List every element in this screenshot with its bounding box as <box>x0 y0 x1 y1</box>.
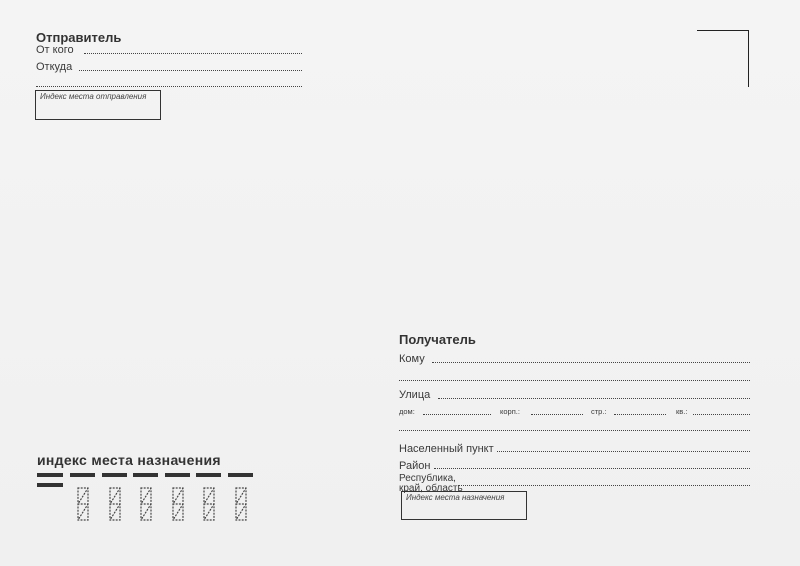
sender-from-line[interactable] <box>84 53 302 54</box>
recipient-region-line[interactable] <box>458 485 750 486</box>
sender-where-label: Откуда <box>36 61 73 73</box>
recipient-region-label-line2: край, область <box>399 483 463 494</box>
sender-index-box[interactable] <box>35 90 161 120</box>
sender-from-label: От кого <box>36 44 74 56</box>
recipient-apartment-label: кв.: <box>676 407 688 416</box>
recipient-building-line[interactable] <box>531 414 583 415</box>
index-digit-bar <box>102 473 127 477</box>
recipient-district-label: Район <box>399 460 431 472</box>
index-digit-stencil[interactable] <box>76 486 90 522</box>
recipient-house-label: дом: <box>399 407 415 416</box>
index-digit-bar <box>228 473 253 477</box>
index-digit-stencil[interactable] <box>108 486 122 522</box>
sender-where-line[interactable] <box>79 70 302 71</box>
index-marker-bar-bottom <box>37 483 63 487</box>
recipient-structure-label: стр.: <box>591 407 607 416</box>
recipient-to-label: Кому <box>399 353 425 365</box>
recipient-structure-line[interactable] <box>614 414 666 415</box>
recipient-district-line[interactable] <box>434 468 750 469</box>
index-digit-stencil[interactable] <box>234 486 248 522</box>
recipient-house-line[interactable] <box>423 414 491 415</box>
stamp-area-corner <box>697 30 749 87</box>
recipient-title: Получатель <box>399 332 476 347</box>
index-digit-stencil[interactable] <box>202 486 216 522</box>
index-marker-bar-top <box>37 473 63 477</box>
recipient-to-line-2[interactable] <box>399 380 750 381</box>
recipient-street-label: Улица <box>399 389 431 401</box>
index-digit-bar <box>196 473 221 477</box>
recipient-street-line[interactable] <box>438 398 750 399</box>
sender-title: Отправитель <box>36 30 122 45</box>
recipient-locality-label: Населенный пункт <box>399 443 494 455</box>
recipient-to-line[interactable] <box>432 362 750 363</box>
recipient-index-label: Индекс места назначения <box>406 493 505 502</box>
recipient-building-label: корп.: <box>500 407 520 416</box>
recipient-region-label-line1: Республика, <box>399 473 456 484</box>
sender-index-label: Индекс места отправления <box>40 92 147 101</box>
recipient-address-line-extra[interactable] <box>399 430 750 431</box>
recipient-index-box[interactable] <box>401 491 527 520</box>
index-digit-stencil[interactable] <box>139 486 153 522</box>
index-digit-stencil[interactable] <box>171 486 185 522</box>
index-digit-bar <box>70 473 95 477</box>
recipient-locality-line[interactable] <box>497 451 750 452</box>
sender-address-line[interactable] <box>36 86 302 87</box>
index-digit-bar <box>165 473 190 477</box>
index-digit-bar <box>133 473 158 477</box>
destination-index-heading: индекс места назначения <box>37 452 221 468</box>
recipient-apartment-line[interactable] <box>693 414 750 415</box>
